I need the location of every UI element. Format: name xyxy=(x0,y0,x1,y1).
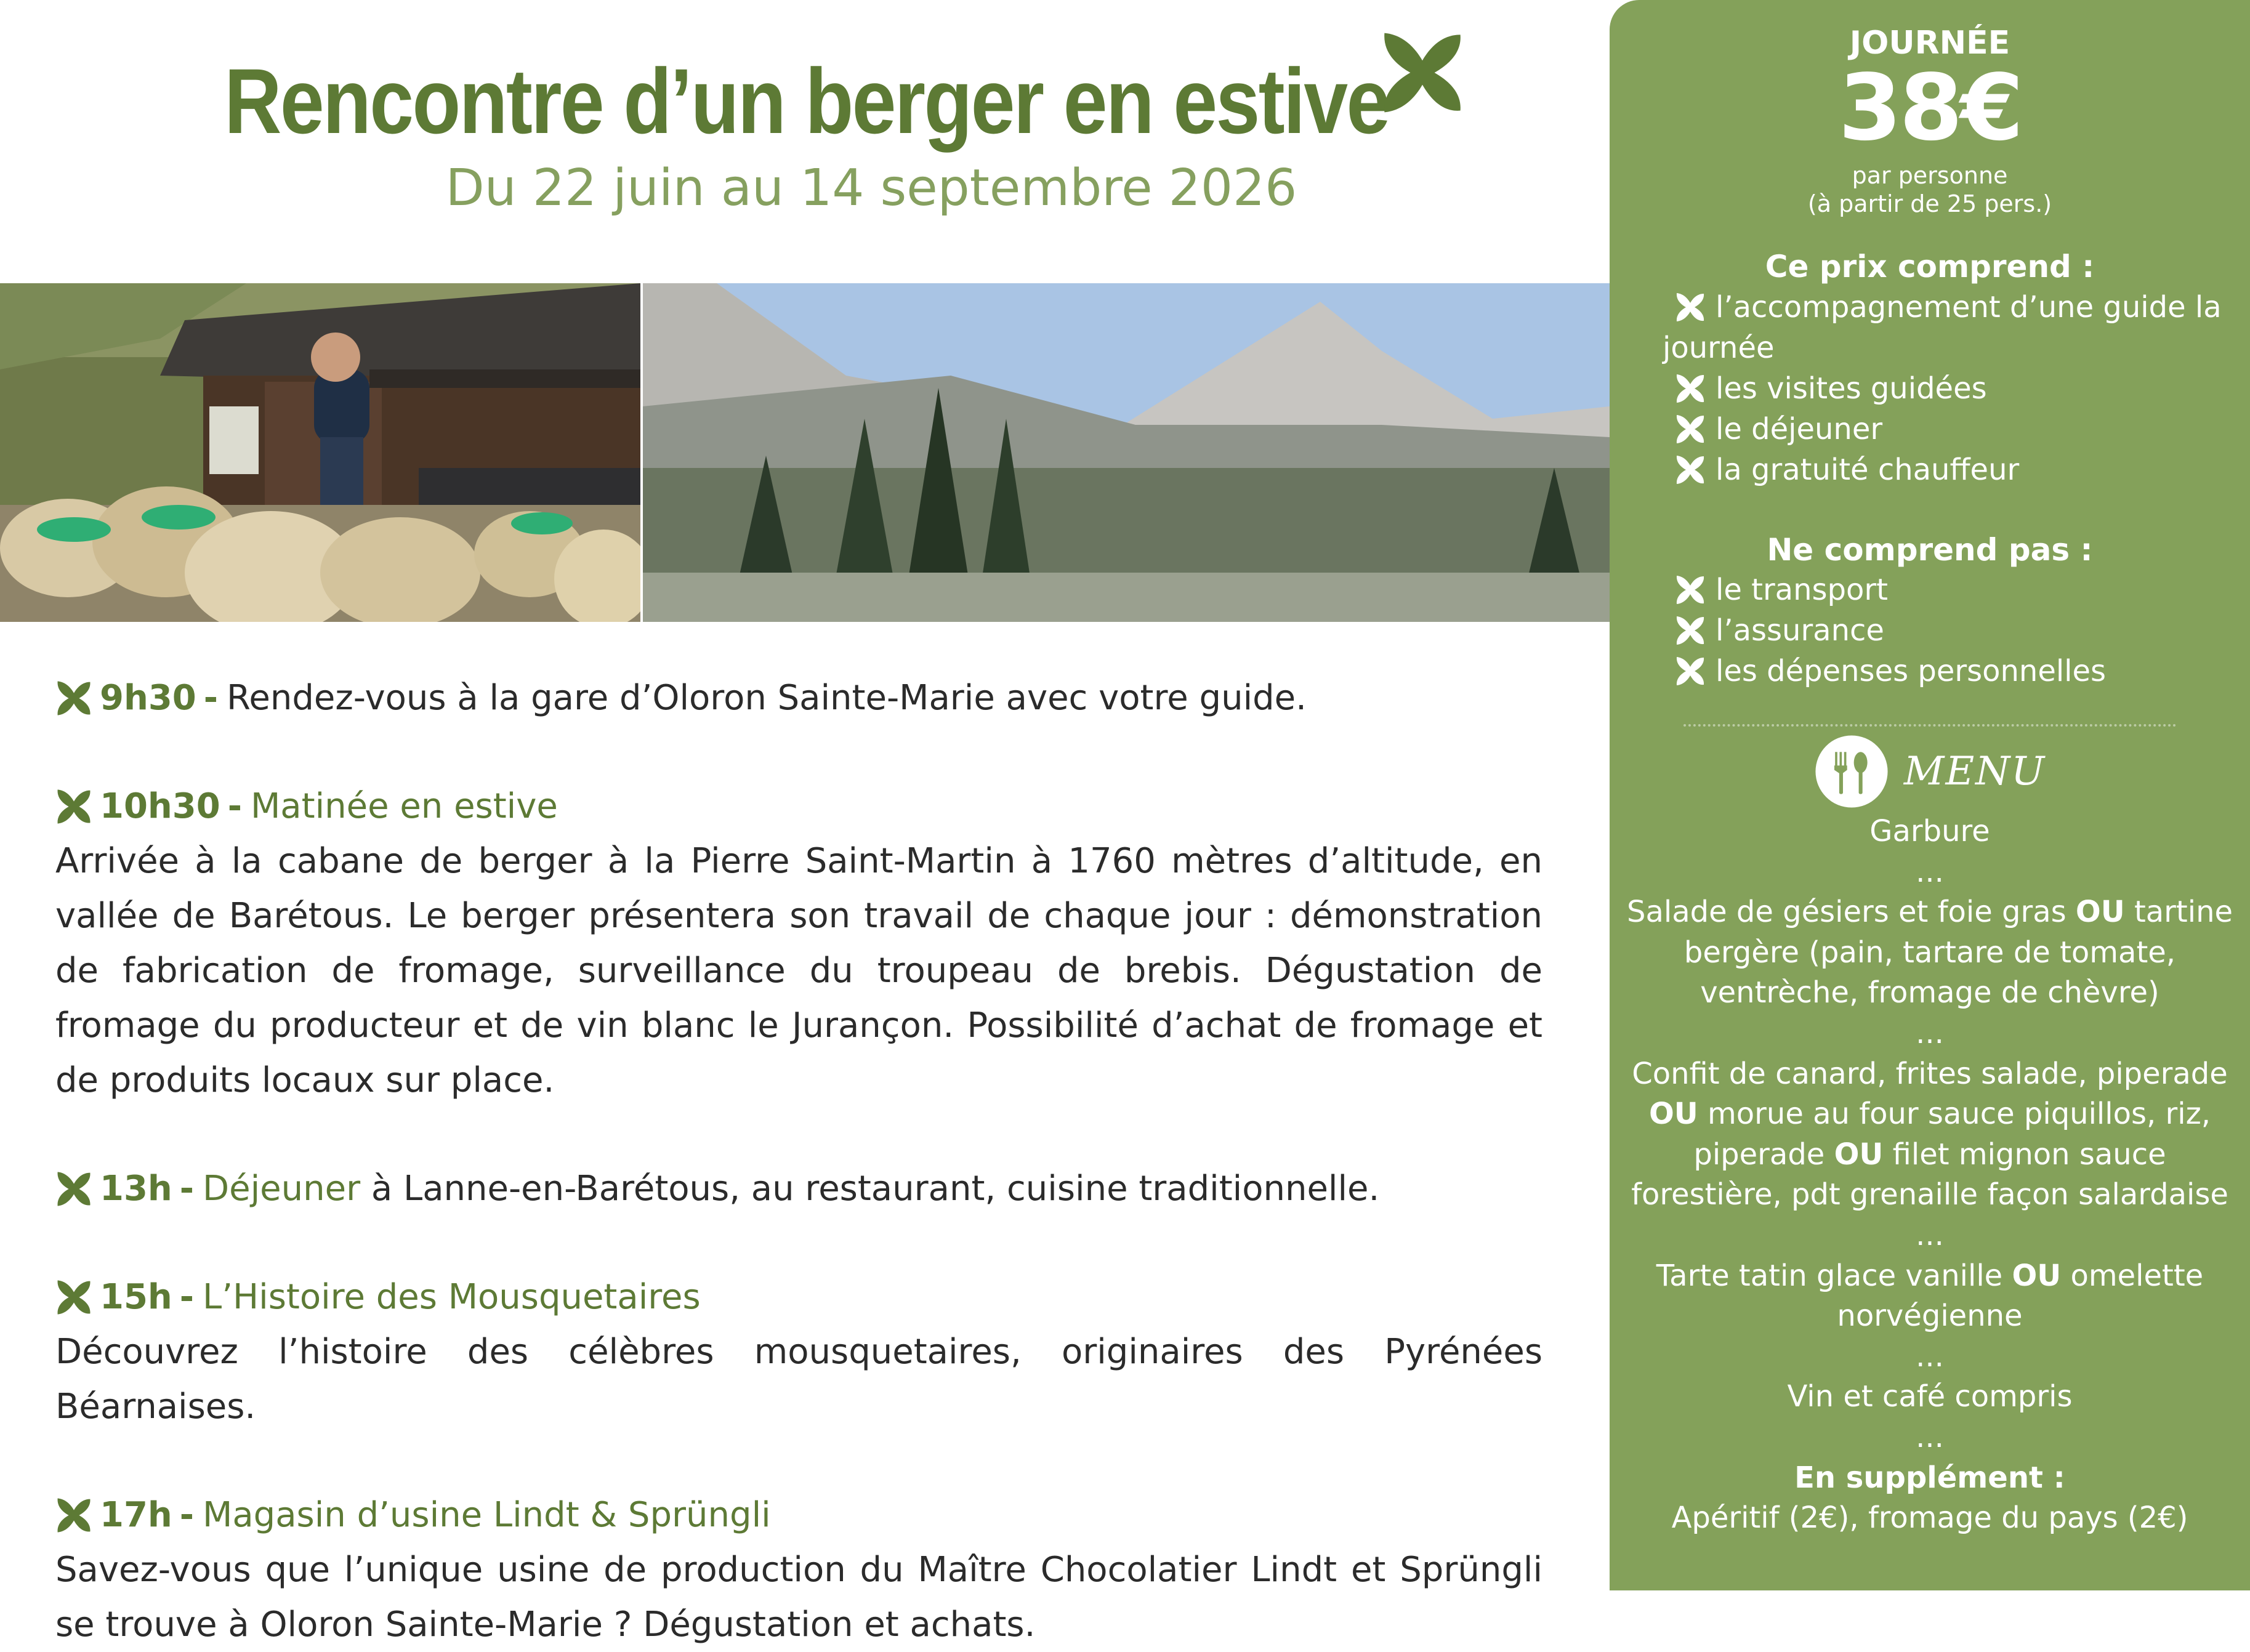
step-dash: - xyxy=(227,786,242,826)
step-time: 15h xyxy=(100,1277,172,1317)
step-dash: - xyxy=(179,1169,195,1209)
cross-bullet-icon xyxy=(55,1171,92,1207)
cross-bullet-icon xyxy=(1675,615,1706,646)
step-dash: - xyxy=(179,1495,195,1535)
includes-item-text: l’accompagnement d’une guide la xyxy=(1716,290,2222,324)
cross-bullet-icon xyxy=(1675,454,1706,485)
menu-separator: ... xyxy=(1916,1217,1944,1252)
step-description: Savez-vous que l’unique usine de production du Maître Chocolatier Lindt et Sprüngli se trouve à Oloron Sainte-Marie ? Dégustation et achats. xyxy=(55,1550,1542,1645)
menu-line: ventrèche, fromage de chèvre) xyxy=(1700,975,2159,1010)
menu-line: norvégienne xyxy=(1837,1299,2023,1334)
step-description: Arrivée à la cabane de berger à la Pierre Saint-Martin à 1760 mètres d’altitude, en vallée de Barétous. Le berger présentera son travail de chaque jour : démonstration de fabrication de fromage, surveillance du troupeau de brebis. Dégustation de fromage du producteur et de vin blanc le Jurançon. Possibilité d’achat de fromage et de produits locaux sur place. xyxy=(55,841,1542,1100)
excludes-item xyxy=(1675,651,2229,691)
excludes-item-text: l’assurance xyxy=(1716,613,1884,648)
program-step xyxy=(55,1270,1542,1434)
step-dash: - xyxy=(203,678,219,718)
excludes-item-text: les dépenses personnelles xyxy=(1716,654,2107,688)
step-label: Matinée en estive xyxy=(250,786,558,826)
price: 38€ xyxy=(1838,55,2022,161)
excludes-item xyxy=(1675,570,2229,610)
includes-title: Ce prix comprend : xyxy=(1765,249,2095,284)
includes-item xyxy=(1675,287,2229,328)
cross-bullet-icon xyxy=(55,1497,92,1534)
excludes-list xyxy=(1675,570,2229,691)
includes-item-continued: journée xyxy=(1663,331,1775,365)
includes-item xyxy=(1675,449,2229,490)
cross-decoration-icon xyxy=(1379,30,1466,116)
menu-line: piperade OU filet mignon sauce xyxy=(1693,1137,2166,1172)
step-description: Découvrez l’histoire des célèbres mousquetaires, originaires des Pyrénées Béarnaises. xyxy=(55,1332,1542,1427)
divider xyxy=(1683,724,2176,727)
includes-item-text: le déjeuner xyxy=(1716,412,1883,446)
excludes-title: Ne comprend pas : xyxy=(1767,532,2093,568)
excludes-item xyxy=(1675,610,2229,651)
program-step xyxy=(55,671,1542,725)
program-step xyxy=(55,1162,1542,1216)
step-text: Rendez-vous à la gare d’Oloron Sainte-Marie avec votre guide. xyxy=(227,678,1307,718)
cross-bullet-icon xyxy=(1675,656,1706,687)
step-time: 9h30 xyxy=(100,678,196,718)
step-label: Magasin d’usine Lindt & Sprüngli xyxy=(203,1495,771,1535)
cross-bullet-icon xyxy=(1675,414,1706,445)
includes-list xyxy=(1663,287,2229,490)
cross-bullet-icon xyxy=(55,788,92,825)
step-text: à Lanne-en-Barétous, au restaurant, cuisine traditionnelle. xyxy=(371,1169,1380,1209)
menu-separator: ... xyxy=(1916,1015,1944,1050)
menu-separator: ... xyxy=(1916,1339,1944,1374)
program-schedule xyxy=(55,671,1542,1652)
cross-bullet-icon xyxy=(55,1279,92,1316)
menu-line: Tarte tatin glace vanille OU omelette xyxy=(1656,1258,2204,1293)
menu-header xyxy=(1610,731,2250,812)
shepherd-sheep-photo xyxy=(0,283,640,622)
step-time: 17h xyxy=(100,1495,172,1535)
cross-bullet-icon xyxy=(55,680,92,717)
includes-item-text: les visites guidées xyxy=(1716,371,1987,406)
menu-separator: ... xyxy=(1916,854,1944,889)
page-subtitle: Du 22 juin au 14 septembre 2026 xyxy=(445,159,1297,217)
program-step xyxy=(55,780,1542,1108)
menu-line: Confit de canard, frites salade, piperade xyxy=(1632,1056,2228,1091)
includes-item-text: la gratuité chauffeur xyxy=(1716,453,2020,487)
step-time: 13h xyxy=(100,1169,172,1209)
step-label: L’Histoire des Mousquetaires xyxy=(203,1277,701,1317)
per-person: par personne xyxy=(1852,162,2008,189)
program-step xyxy=(55,1488,1542,1652)
menu-line: forestière, pdt grenaille façon salardaise xyxy=(1631,1177,2228,1212)
cross-bullet-icon xyxy=(1675,292,1706,323)
price-conditions xyxy=(1610,161,2250,218)
min-group: (à partir de 25 pers.) xyxy=(1807,190,2052,217)
cross-bullet-icon xyxy=(1675,574,1706,605)
menu-separator: ... xyxy=(1916,1419,1944,1454)
step-dash: - xyxy=(179,1277,195,1317)
cutlery-icon xyxy=(1814,734,1889,809)
pricing-panel xyxy=(1610,0,2250,1590)
supplement-text: Apéritif (2€), fromage du pays (2€) xyxy=(1671,1501,2188,1536)
step-label: Déjeuner xyxy=(203,1169,361,1209)
cross-bullet-icon xyxy=(1675,373,1706,404)
supplement-title: En supplément : xyxy=(1794,1460,2065,1495)
excludes-item-text: le transport xyxy=(1716,573,1888,607)
menu-line: bergère (pain, tartare de tomate, xyxy=(1683,935,2176,970)
menu-list xyxy=(1610,812,2250,1539)
step-time: 10h30 xyxy=(100,786,220,826)
menu-line: Salade de gésiers et foie gras OU tartine xyxy=(1626,895,2233,930)
journee-label: JOURNÉE xyxy=(1849,25,2010,62)
menu-line: OU morue au four sauce piquillos, riz, xyxy=(1648,1097,2211,1132)
menu-course: Garbure xyxy=(1869,814,1990,848)
includes-item xyxy=(1675,368,2229,409)
includes-item xyxy=(1675,409,2229,449)
mountain-landscape-photo xyxy=(643,283,1610,622)
menu-title: MENU xyxy=(1903,749,2046,794)
menu-line: Vin et café compris xyxy=(1787,1379,2073,1414)
page-title: Rencontre d’un berger en estive xyxy=(224,49,1389,153)
